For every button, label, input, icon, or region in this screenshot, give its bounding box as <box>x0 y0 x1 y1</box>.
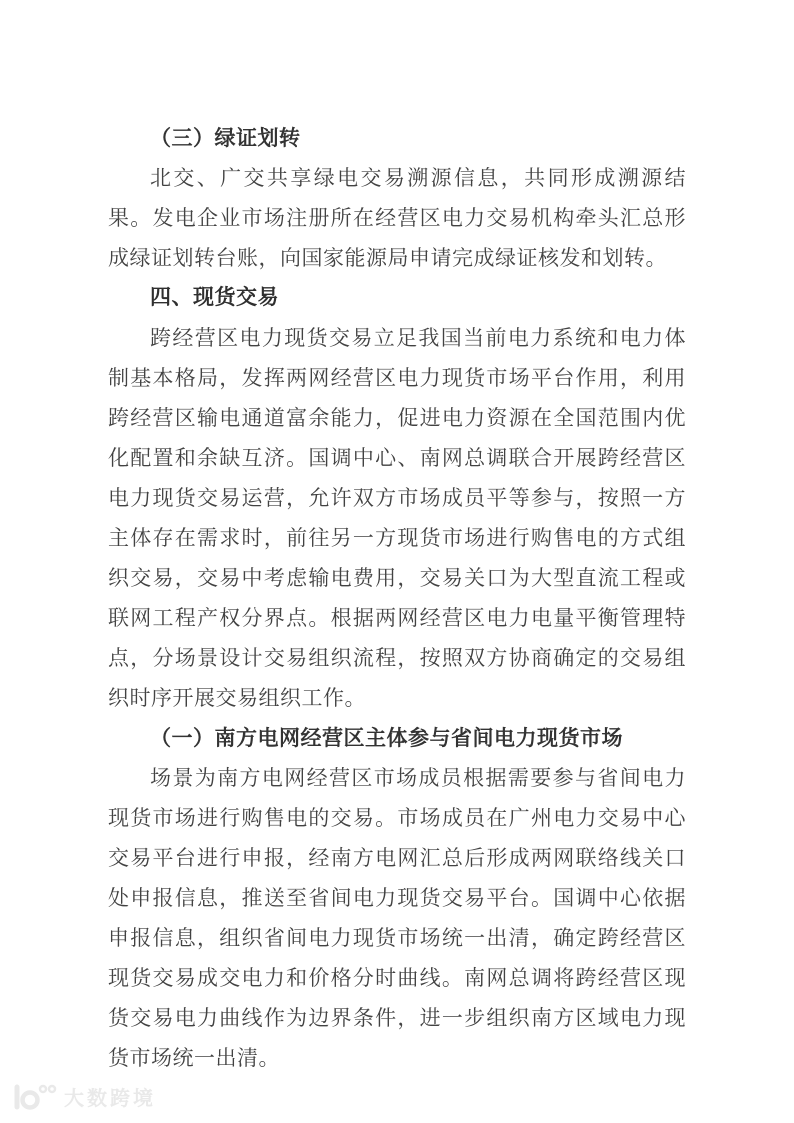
paragraph-spot-trading-overview: 跨经营区电力现货交易立足我国当前电力系统和电力体制基本格局，发挥两网经营区电力现货市场平台作用，利用跨经营区输电通道富余能力，促进电力资源在全国范围内优化配置和余缺互济。国调中心、南网总调联合开展跨经营区电力现货交易运营，允许双方市场成员平等参与，按照一方主体存在需求时，前往另一方现货市场进行购售电的方式组织交易，交易中考虑输电费用，交易关口为大型直流工程或联网工程产权分界点。根据两网经营区电力电量平衡管理特点，分场景设计交易组织流程，按照双方协商确定的交易组织时序开展交易组织工作。 <box>108 326 686 710</box>
document-body <box>108 118 686 1078</box>
section-heading-southern-grid-participation: （一）南方电网经营区主体参与省间电力现货市场 <box>150 726 623 750</box>
paragraph-southern-grid-scenario: 场景为南方电网经营区市场成员根据需要参与省间电力现货市场进行购售电的交易。市场成员在广州电力交易中心交易平台进行申报，经南方电网汇总后形成两网联络线关口处申报信息，推送至省间电力现货交易平台。国调中心依据申报信息，组织省间电力现货市场统一出清，确定跨经营区现货交易成交电力和价格分时曲线。南网总调将跨经营区现货交易电力曲线作为边界条件，进一步组织南方区域电力现货市场统一出清。 <box>108 766 686 1070</box>
watermark <box>13 1082 156 1111</box>
paragraph-green-cert-transfer: 北交、广交共享绿电交易溯源信息，共同形成溯源结果。发电企业市场注册所在经营区电力交易机构牵头汇总形成绿证划转台账，向国家能源局申请完成绿证核发和划转。 <box>108 166 686 270</box>
chapter-heading-spot-trading: 四、现货交易 <box>150 286 279 309</box>
watermark-brand-icon <box>13 1084 57 1110</box>
watermark-brand-text: 大数跨境 <box>64 1088 156 1110</box>
section-heading-green-cert-transfer: （三）绿证划转 <box>150 126 301 150</box>
